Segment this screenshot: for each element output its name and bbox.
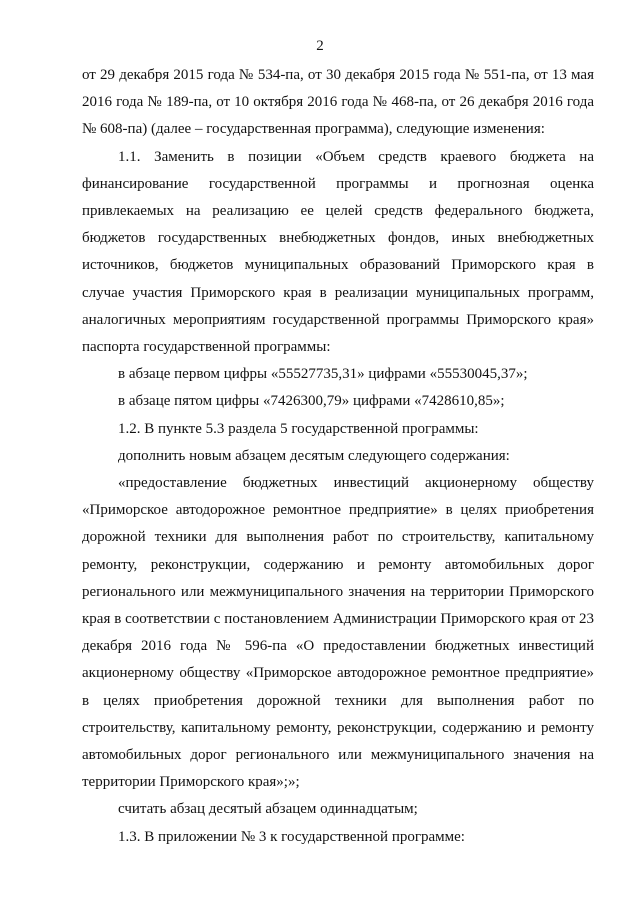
paragraph-quoted-text: «предоставление бюджетных инвестиций акционерному обществу «Приморское автодорожное ремонтное предприятие» в целях приобретения дорожной техники для выполнения работ по строительству, капитальному ремонту, реконструкции, содержанию и ремонту автомобильных дорог регионального или межмуниципального значения на территории Приморского края в соответствии с постановлением Администрации Приморского края от 23 декабря 2016 года № 596-па «О предоставлении бюджетных инвестиций акционерному обществу «Приморское автодорожное ремонтное предприятие» в целях приобретения дорожной техники для выполнения работ по строительству, капитальному ремонту, реконструкции, содержанию и ремонту автомобильных дорог регионального или межмуниципального значения на территории Приморского края»;»; — [82, 475, 594, 791]
paragraph-fifth-abzac: в абзаце пятом цифры «7426300,79» цифрами «7428610,85»; — [118, 393, 505, 410]
paragraph-item-1-3: 1.3. В приложении № 3 к государственной программе: — [118, 828, 465, 845]
paragraph-continuation: от 29 декабря 2015 года № 534-па, от 30 декабря 2015 года № 551-па, от 13 мая 2016 года № 189-па, от 10 октября 2016 года № 468-па, от 26 декабря 2016 года № 608-па) (далее – государственная программа), следующие изменения: — [82, 67, 594, 138]
paragraph-item-1-2: 1.2. В пункте 5.3 раздела 5 государственной программы: — [118, 420, 479, 437]
paragraph-renumber: считать абзац десятый абзацем одиннадцатым; — [118, 801, 418, 818]
paragraph-first-abzac: в абзаце первом цифры «55527735,31» цифрами «55530045,37»; — [118, 366, 528, 383]
paragraph-item-1-1: 1.1. Заменить в позиции «Объем средств краевого бюджета на финансирование государственной программы и прогнозная оценка привлекаемых на реализацию ее целей средств федерального бюджета, бюджетов государственных внебюджетных фондов, иных внебюджетных источников, бюджетов муниципальных образований Приморского края в случае участия Приморского края в реализации муниципальных программ, аналогичных мероприятиям государственной программы Приморского края» паспорта государственной программы: — [82, 148, 594, 356]
paragraph-add-abzac: дополнить новым абзацем десятым следующего содержания: — [118, 447, 510, 464]
document-body — [82, 62, 594, 851]
page-number: 2 — [316, 38, 324, 54]
